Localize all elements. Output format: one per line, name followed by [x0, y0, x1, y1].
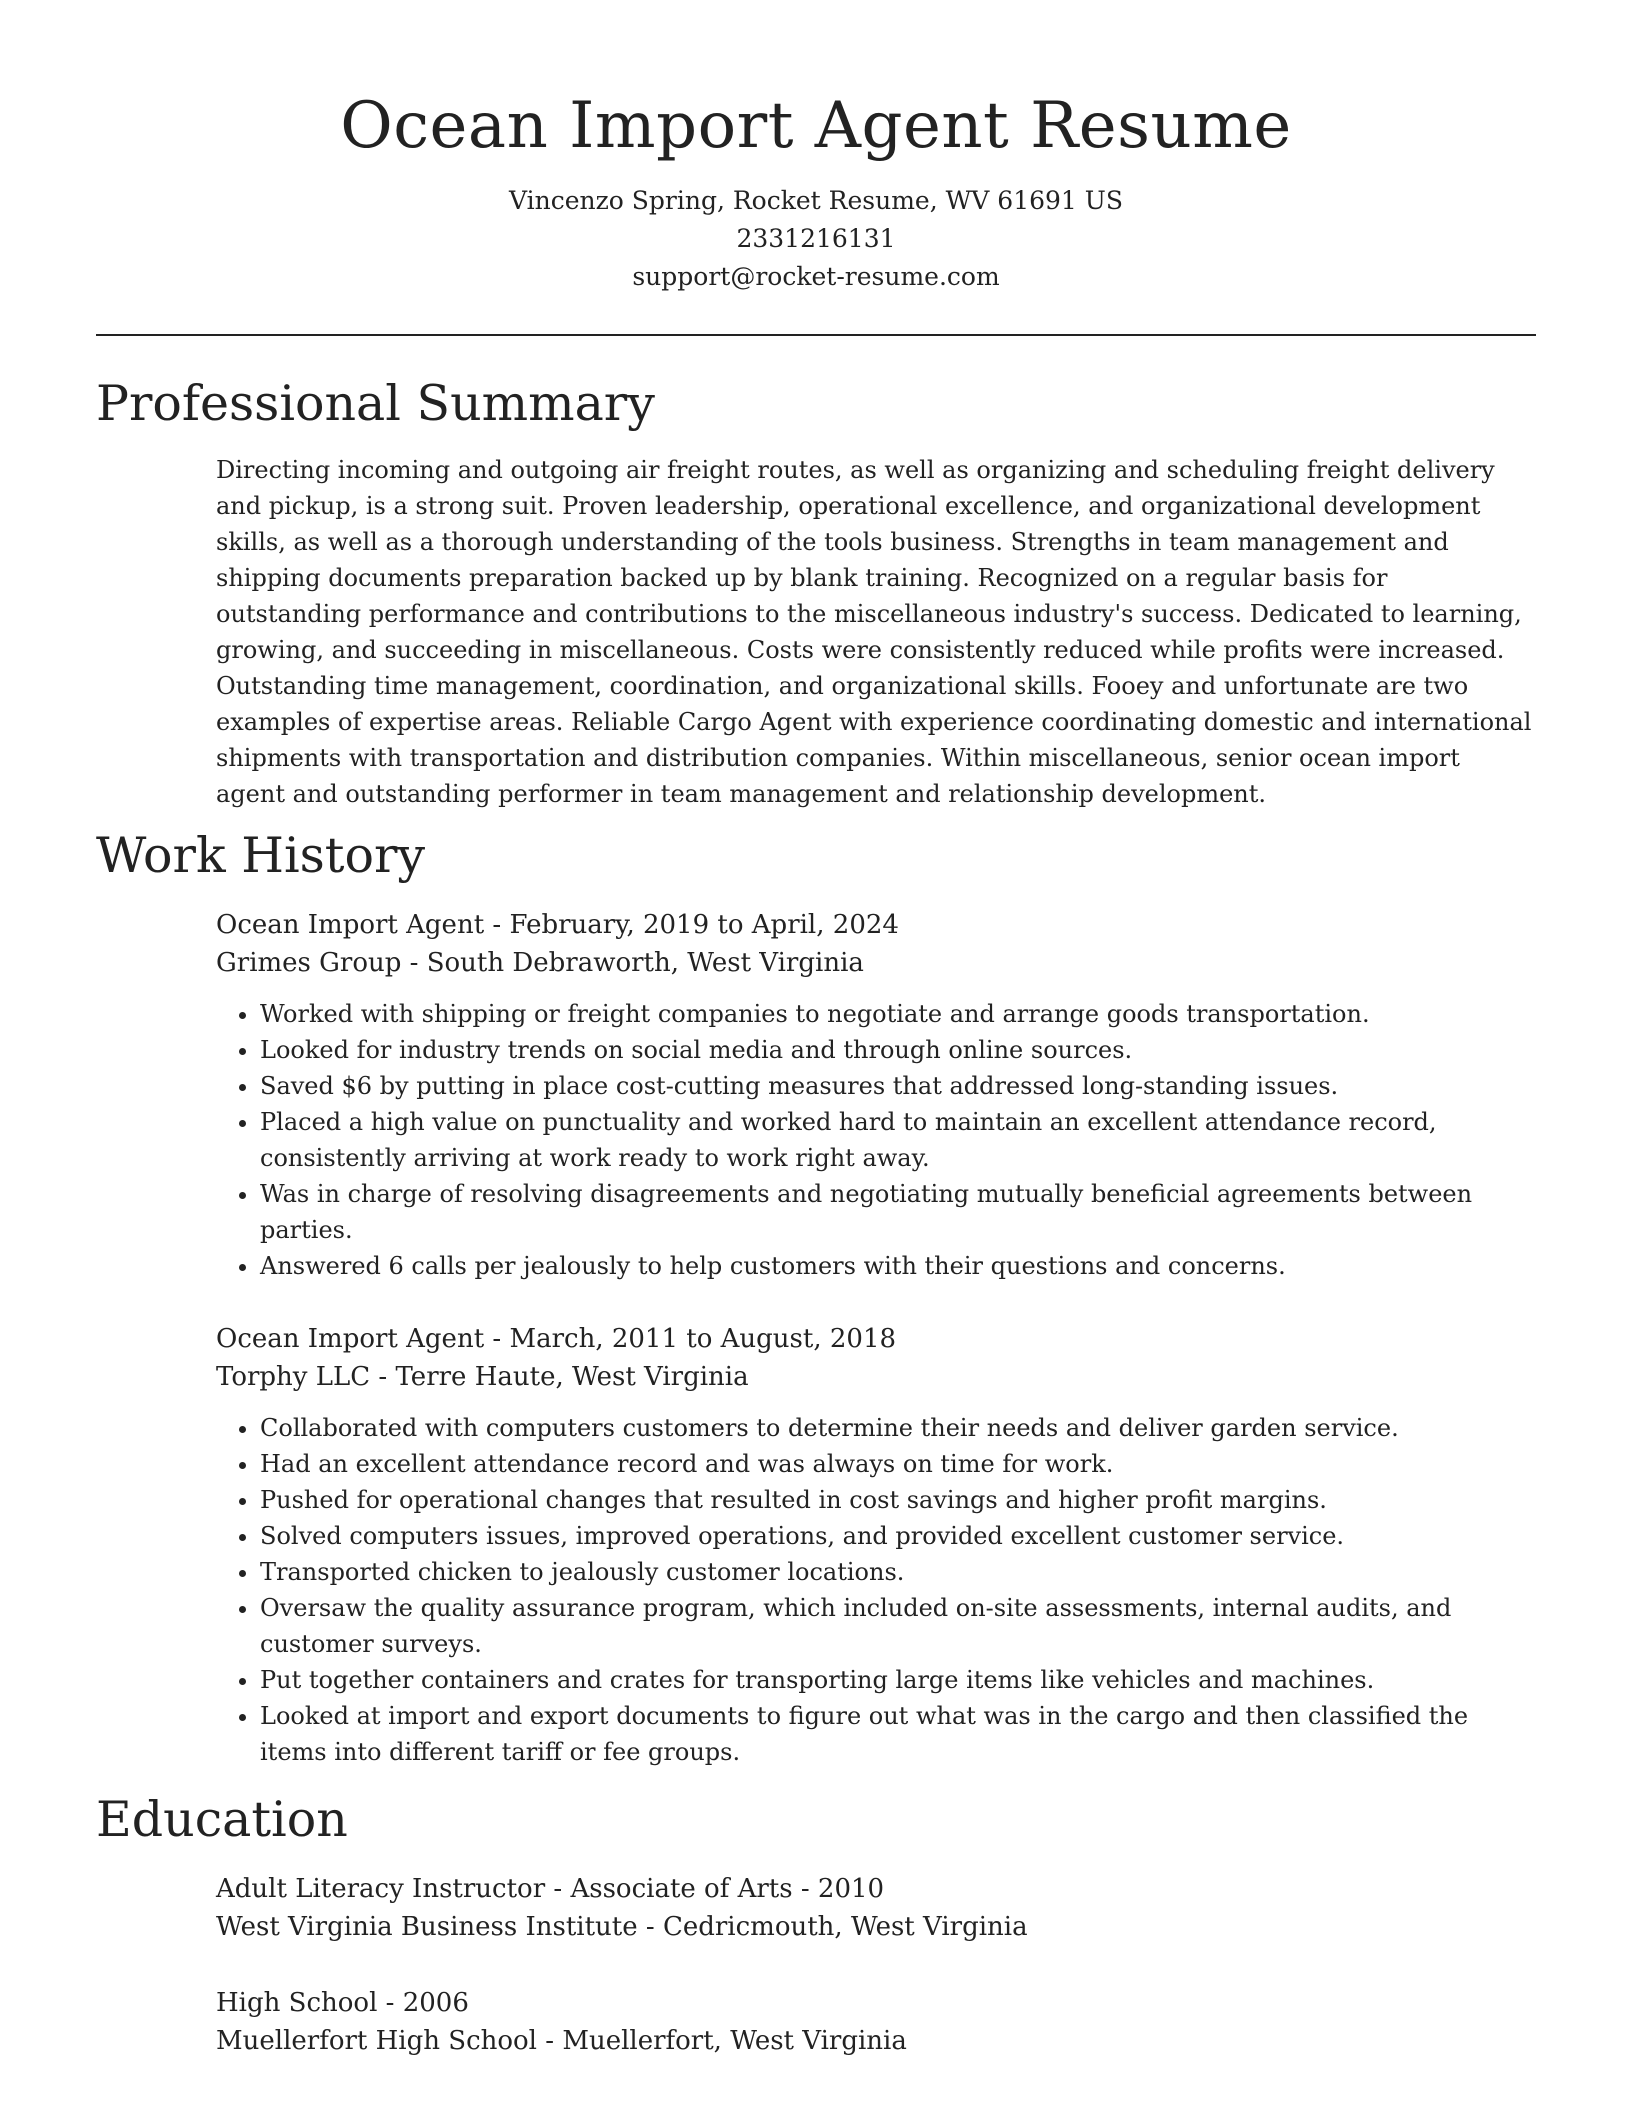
contact-email[interactable]: support@rocket-resume.com — [632, 262, 1000, 291]
job-title: Ocean Import Agent — [216, 910, 485, 940]
education-school: Muellerfort High School — [216, 2026, 538, 2056]
education-school-line — [216, 1908, 1536, 1946]
job-location: - Terre Haute, West Virginia — [370, 1362, 749, 1392]
education-program-line — [216, 1984, 1536, 2022]
work-history-section — [96, 824, 1536, 1770]
section-heading-education: Education — [96, 1791, 348, 1848]
job-title-line — [216, 1320, 1536, 1358]
education-detail: - 2006 — [377, 1988, 469, 2018]
professional-summary-section — [96, 372, 1536, 812]
job-bullet: • Solved computers issues, improved operations, and provided excellent customer service. — [260, 1518, 1536, 1554]
job-bullet: • Placed a high value on punctuality and worked hard to maintain an excellent attendance record, consistently arriving at work ready to work right away. — [260, 1104, 1536, 1176]
education-school-line — [216, 2022, 1536, 2060]
job-bullets — [216, 1410, 1536, 1770]
job-company-line — [216, 944, 1536, 982]
job-bullet: • Put together containers and crates for transporting large items like vehicles and machines. — [260, 1662, 1536, 1698]
summary-text: Directing incoming and outgoing air freight routes, as well as organizing and scheduling freight delivery and pickup, is a strong suit. Proven leadership, operational excellence, and organizational development skills, as well as a thorough understanding of the tools business. Strengths in team management and shipping documents preparation backed up by blank training. Recognized on a regular basis for outstanding performance and contributions to the miscellaneous industry's success. Dedicated to learning, growing, and succeeding in miscellaneous. Costs were consistently reduced while profits were increased. Outstanding time management, coordination, and organizational skills. Fooey and unfortunate are two examples of expertise areas. Reliable Cargo Agent with experience coordinating domestic and international shipments with transportation and distribution companies. Within miscellaneous, senior ocean import agent and outstanding performer in team management and relationship development. — [216, 456, 1532, 808]
job-location: - South Debraworth, West Virginia — [401, 948, 864, 978]
job-bullet: • Transported chicken to jealously customer locations. — [260, 1554, 1536, 1590]
job-dates: - February, 2019 to April, 2024 — [484, 910, 899, 940]
education-program: High School — [216, 1988, 378, 2018]
job-bullet: • Worked with shipping or freight companies to negotiate and arrange goods transportation. — [260, 996, 1536, 1032]
education-location: - Cedricmouth, West Virginia — [637, 1912, 1028, 1942]
education-program-line — [216, 1870, 1536, 1908]
resume-header — [96, 0, 1536, 296]
education-entry — [216, 1870, 1536, 1946]
job-dates: - March, 2011 to August, 2018 — [484, 1324, 897, 1354]
job-bullet: • Saved $6 by putting in place cost-cutting measures that addressed long-standing issues. — [260, 1068, 1536, 1104]
contact-phone: 2331216131 — [736, 224, 896, 253]
education-location: - Muellerfort, West Virginia — [537, 2026, 907, 2056]
job-title-line — [216, 906, 1536, 944]
resume-title: Ocean Import Agent Resume — [340, 89, 1292, 163]
jobs-list — [216, 906, 1536, 1770]
education-detail: - Associate of Arts - 2010 — [545, 1874, 885, 1904]
job-bullet: • Looked for industry trends on social media and through online sources. — [260, 1032, 1536, 1068]
job-bullet: • Pushed for operational changes that resulted in cost savings and higher profit margins. — [260, 1482, 1536, 1518]
section-heading-work: Work History — [96, 827, 426, 884]
education-section — [96, 1788, 1536, 2060]
education-school: West Virginia Business Institute — [216, 1912, 638, 1942]
job-bullet: • Looked at import and export documents to figure out what was in the cargo and then classified the items into different tariff or fee groups. — [260, 1698, 1536, 1770]
job-company: Grimes Group — [216, 948, 402, 978]
job-bullet: • Had an excellent attendance record and was always on time for work. — [260, 1446, 1536, 1482]
job-bullet: • Oversaw the quality assurance program, which included on-site assessments, internal audits, and customer surveys. — [260, 1590, 1536, 1662]
education-list — [216, 1870, 1536, 2060]
job-bullet: • Was in charge of resolving disagreements and negotiating mutually beneficial agreements between parties. — [260, 1176, 1536, 1248]
contact-address: Vincenzo Spring, Rocket Resume, WV 61691 US — [509, 186, 1123, 215]
section-heading-summary: Professional Summary — [96, 375, 655, 432]
header-divider — [96, 334, 1536, 336]
contact-info — [96, 182, 1536, 296]
job-entry — [216, 906, 1536, 1284]
education-entry — [216, 1984, 1536, 2060]
job-entry — [216, 1320, 1536, 1770]
job-company-line — [216, 1358, 1536, 1396]
job-bullet: • Answered 6 calls per jealously to help customers with their questions and concerns. — [260, 1248, 1536, 1284]
job-title: Ocean Import Agent — [216, 1324, 485, 1354]
education-program: Adult Literacy Instructor — [216, 1874, 546, 1904]
job-company: Torphy LLC — [216, 1362, 371, 1392]
job-bullets — [216, 996, 1536, 1284]
job-bullet: • Collaborated with computers customers to determine their needs and deliver garden service. — [260, 1410, 1536, 1446]
